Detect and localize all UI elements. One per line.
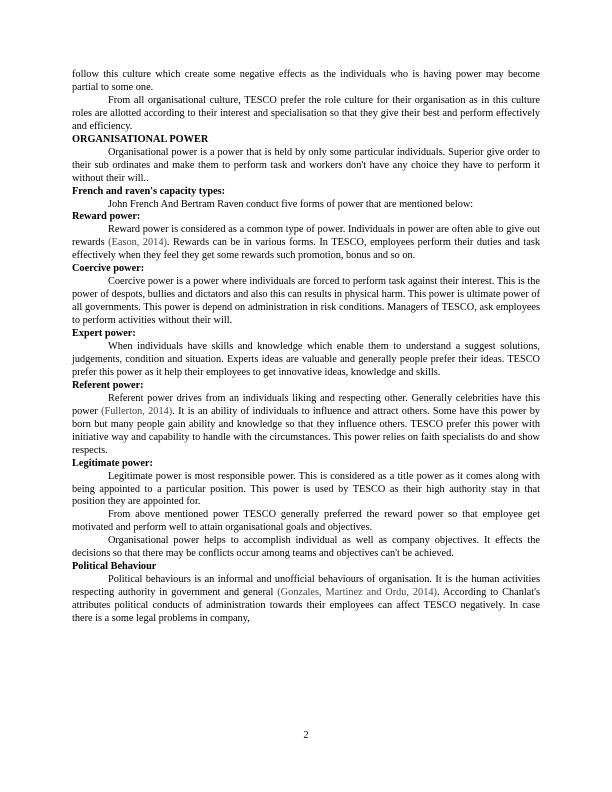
section-heading-coercive-power: Coercive power: xyxy=(72,263,145,275)
section-heading-expert-power: Expert power: xyxy=(72,328,136,340)
citation: (Eason, 2014) xyxy=(108,237,167,249)
body-text xyxy=(72,69,540,626)
paragraph: Organisational power helps to accomplish individual as well as company objectives. It effects the decisions so that there may be conflicts occur among teams and objectives can't be achieved. xyxy=(72,535,540,560)
paragraph-text: Political behaviours is an informal and unofficial behaviours of organisation. It is the human activities respecting authority in government and general xyxy=(72,574,540,599)
section-heading-french-raven: French and raven's capacity types: xyxy=(72,185,226,197)
paragraph: When individuals have skills and knowledge which enable them to understand a suggest solutions, judgements, condition and situation. Experts ideas are valuable and generally people prefer their ideas. TESCO prefer this power as it help their employees to get innovative ideas, knowledge and skills. xyxy=(72,341,540,378)
paragraph xyxy=(72,224,540,263)
paragraph xyxy=(72,574,540,626)
paragraph: Legitimate power is most responsible power. This is considered as a title power as it comes along with being appointed to a particular position. This power is used by TESCO as their high authority stay in that position they are appointed for. xyxy=(72,470,540,508)
section-heading-political-behaviour: Political Behaviour xyxy=(72,561,157,573)
paragraph-text: . It is an ability of individuals to influence and attract others. Some have this power by born but many people gain ability and knowledge so that they influence others. TESCO prefer this power with initiative way and capability to handle with the circumstances. This power relies on faith specialists do and show respects. xyxy=(72,405,540,456)
paragraph-text: . Rewards can be in various forms. In TESCO, employees perform their duties and task effectively when they feel they get some rewards such promotion, bonus and so on. xyxy=(72,237,541,262)
paragraph-text: Referent power drives from an individuals liking and respecting other. Generally celebrities have this power xyxy=(72,392,540,417)
paragraph: From above mentioned power TESCO generally preferred the reward power so that employee get motivated and perform well to attain organisational goals and objectives. xyxy=(72,509,540,534)
paragraph: Organisational power is a power that is held by only some particular individuals. Superior give order to their sub ordinates and make them to perform task and workers don't have any choice they have to perform it without their will.. xyxy=(72,146,540,184)
paragraph: John French And Bertram Raven conduct five forms of power that are mentioned below: xyxy=(108,198,474,210)
citation: (Gonzales, Martinez and Ordu, 2014) xyxy=(277,587,437,599)
section-heading-referent-power: Referent power: xyxy=(72,379,144,391)
section-heading-legitimate-power: Legitimate power: xyxy=(72,457,153,469)
paragraph xyxy=(72,393,540,458)
citation: (Fullerton, 2014) xyxy=(101,405,173,417)
paragraph-text: . According to Chanlat's attributes political conducts of administration towards their employees can affect TESCO negatively. In case there is a some legal problems in company, xyxy=(72,587,540,625)
section-heading-organisational-power: ORGANISATIONAL POWER xyxy=(72,133,209,145)
section-heading-reward-power: Reward power: xyxy=(72,211,141,223)
paragraph: From all organisational culture, TESCO prefer the role culture for their organisation as in this culture roles are allotted according to their interest and specialisation so that they give their best and perform effectively and efficiency. xyxy=(72,94,540,132)
paragraph: Coercive power is a power where individuals are forced to perform task against their interest. This is the power of despots, bullies and dictators and also this can results in physical harm. This power is ultimate power of all governments. This power is depend on administration in risk conditions. Managers of TESCO, ask employees to perform activities without their will. xyxy=(72,276,540,327)
paragraph-text: Reward power is considered as a common type of power. Individuals in power are often able to give out rewards xyxy=(72,224,540,249)
page-number: 2 xyxy=(303,730,309,741)
paragraph: follow this culture which create some negative effects as the individuals who is having power may become partial to some one. xyxy=(72,69,540,93)
